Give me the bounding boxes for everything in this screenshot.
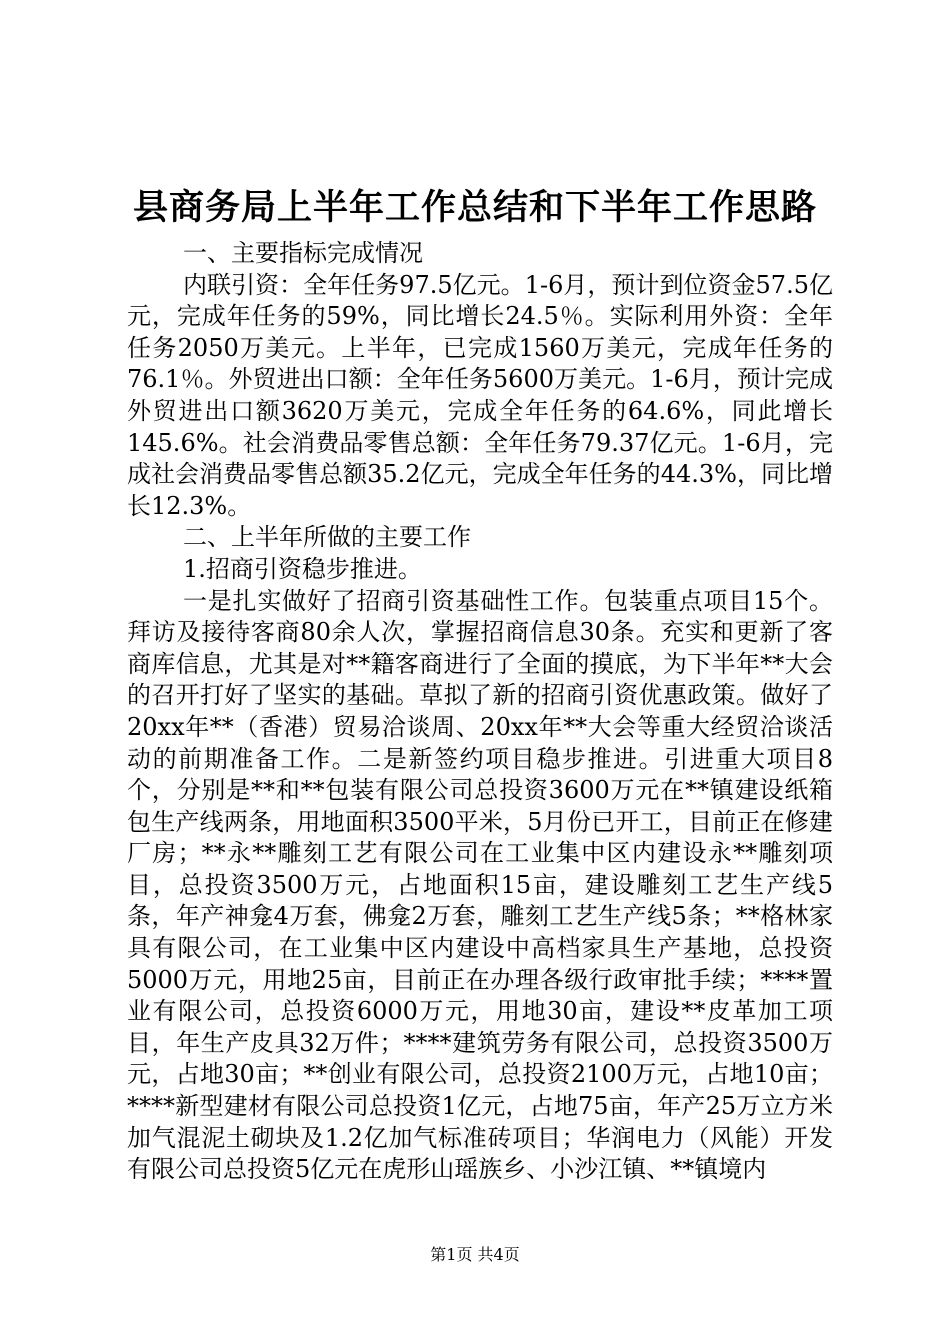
section-heading-main-work: 二、上半年所做的主要工作 [183,523,471,552]
section-heading-indicators: 一、主要指标完成情况 [183,239,423,267]
subsection-heading-investment: 1.招商引资稳步推进。 [183,554,422,583]
document-body [127,238,833,1186]
document-title: 县商务局上半年工作总结和下半年工作思路 [132,187,817,228]
paragraph-investment: 一是扎实做好了招商引资基础性工作。包装重点项目15个。拜访及接待客商80余人次，掌握招商信息30条。充实和更新了客商库信息，尤其是对**籍客商进行了全面的摸底，为下半年**大会的召开打好了坚实的基础。草拟了新的招商引资优惠政策。做好了20xx年**（香港）贸易洽谈周、20xx年**大会等重大经贸洽谈活动的前期准备工作。二是新签约项目稳步推进。引进重大项目8个，分别是**和**包装有限公司总投资3600万元在**镇建设纸箱包生产线两条，用地面积3500平米，5月份已开工，目前正在修建厂房；**永**雕刻工艺有限公司在工业集中区内建设永**雕刻项目，总投资3500万元，占地面积15亩，建设雕刻工艺生产线5条，年产神龛4万套，佛龛2万套，雕刻工艺生产线5条；**格林家具有限公司，在工业集中区内建设中高档家具生产基地，总投资5000万元，用地25亩，目前正在办理各级行政审批手续；****置业有限公司，总投资6000万元，用地30亩，建设**皮革加工项目，年生产皮具32万件；****建筑劳务有限公司，总投资3500万元，占地30亩；**创业有限公司，总投资2100万元，占地10亩；****新型建材有限公司总投资1亿元，占地75亩，年产25万立方米加气混泥土砌块及1.2亿加气标准砖项目；华润电力（风能）开发有限公司总投资5亿元在虎形山瑶族乡、小沙江镇、**镇境内 [127,586,833,1184]
paragraph-indicators: 内联引资：全年任务97.5亿元。1-6月，预计到位资金57.5亿元，完成年任务的59%，同比增长24.5％。实际利用外资：全年任务2050万美元。上半年，已完成1560万美元，完成年任务的76.1％。外贸进出口额：全年任务5600万美元。1-6月，预计完成外贸进出口额3620万美元，完成全年任务的64.6%，同此增长145.6%。社会消费品零售总额：全年任务79.37亿元。1-6月，完成社会消费品零售总额35.2亿元，完成全年任务的44.3%，同比增长12.3%。 [127,270,833,520]
page-footer: 第1页 共4页 [430,1245,520,1264]
